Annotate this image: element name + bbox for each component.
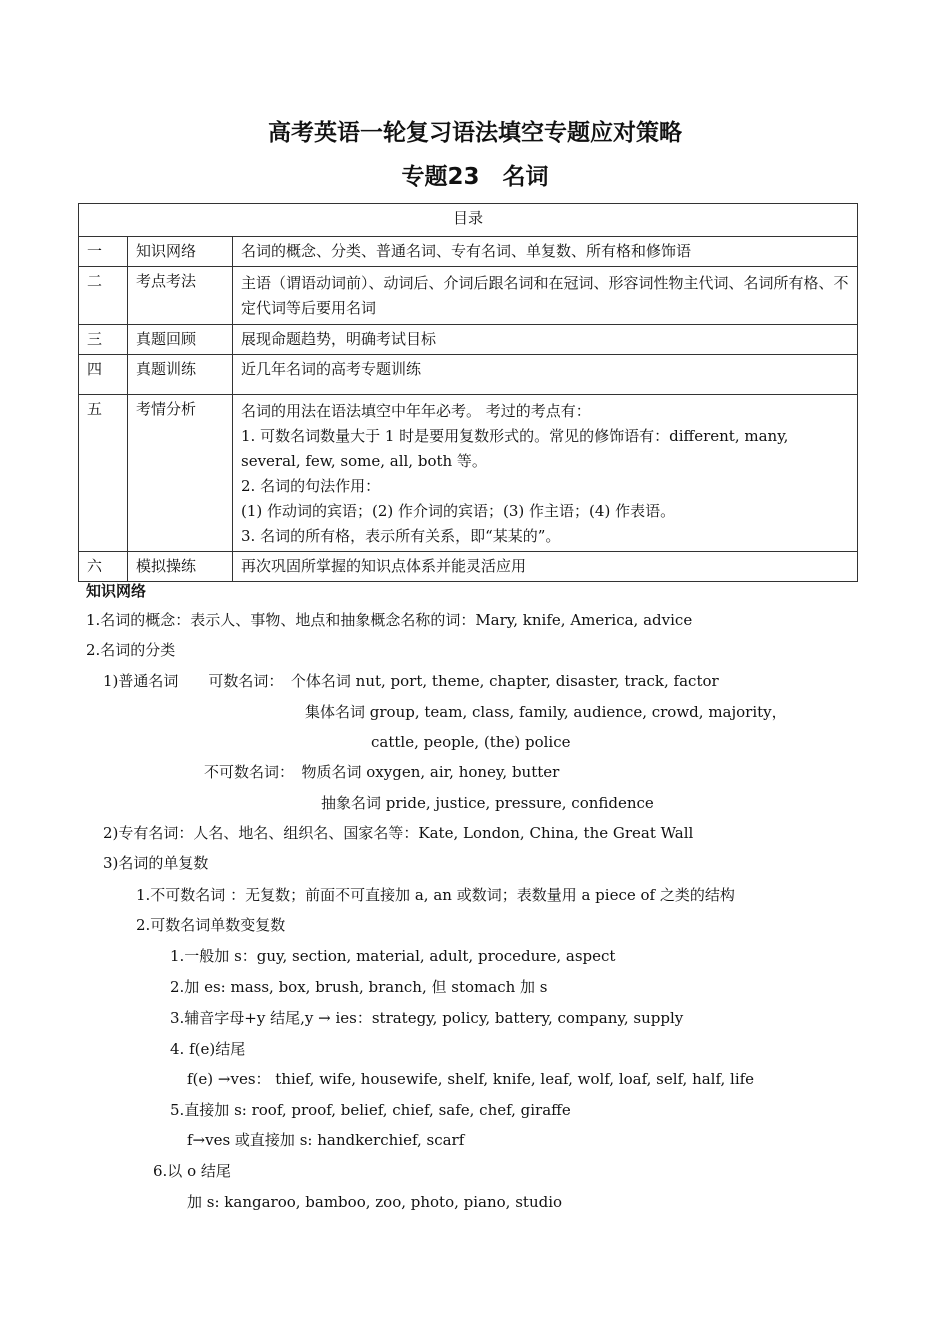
toc-row-name: 考情分析 bbox=[128, 395, 233, 552]
toc-row-number: 二 bbox=[79, 267, 128, 325]
toc-row bbox=[79, 237, 858, 267]
body-line: 2.可数名词单数变复数 bbox=[136, 916, 286, 934]
toc-row-number: 六 bbox=[79, 552, 128, 582]
toc-row-number: 四 bbox=[79, 355, 128, 395]
toc-row-name: 知识网络 bbox=[128, 237, 233, 267]
body-line: 加 s: kangaroo, bamboo, zoo, photo, piano, studio bbox=[187, 1193, 563, 1211]
toc-row-desc: 展现命题趋势，明确考试目标 bbox=[233, 325, 858, 355]
toc-row bbox=[79, 552, 858, 582]
toc-row bbox=[79, 355, 858, 395]
document-title: 高考英语一轮复习语法填空专题应对策略 bbox=[268, 120, 682, 146]
body-line: 3.辅音字母+y 结尾,y → ies：strategy, policy, battery, company, supply bbox=[170, 1009, 684, 1027]
toc-row-name: 真题训练 bbox=[128, 355, 233, 395]
toc-row bbox=[79, 267, 858, 325]
toc-row-name: 模拟操练 bbox=[128, 552, 233, 582]
toc-row-desc: 名词的用法在语法填空中年年必考。 考过的考点有： 1. 可数名词数量大于 1 时是要用复数形式的。常见的修饰语有：different, many, several, few, some, all, both 等。 2. 名词的句法作用： (1) 作动词的宾语；(2) 作介词的宾语；(3) 作主语；(4) 作表语。 3. 名词的所有格，表示所有关系，即“某某的”。 bbox=[233, 395, 858, 552]
toc-row-number: 一 bbox=[79, 237, 128, 267]
body-line: 5.直接加 s: roof, proof, belief, chief, safe, chef, giraffe bbox=[170, 1101, 571, 1119]
toc-row-desc: 主语（谓语动词前）、动词后、介词后跟名词和在冠词、形容词性物主代词、名词所有格、不定代词等后要用名词 bbox=[233, 267, 858, 325]
toc-row bbox=[79, 395, 858, 552]
body-line: 抽象名词 pride, justice, pressure, confidence bbox=[321, 794, 654, 812]
body-line: 3)名词的单复数 bbox=[103, 854, 209, 872]
body-line: 1)普通名词 可数名词： 个体名词 nut, port, theme, chapter, disaster, track, factor bbox=[103, 672, 719, 690]
toc-row-name: 真题回顾 bbox=[128, 325, 233, 355]
toc-row-desc: 再次巩固所掌握的知识点体系并能灵活应用 bbox=[233, 552, 858, 582]
body-line: 4. f(e)结尾 bbox=[170, 1040, 246, 1058]
body-line: cattle, people, (the) police bbox=[371, 733, 571, 751]
body-line: 1.名词的概念：表示人、事物、地点和抽象概念名称的词：Mary, knife, America, advice bbox=[86, 611, 693, 629]
toc-row-name: 考点考法 bbox=[128, 267, 233, 325]
toc-table bbox=[78, 203, 858, 582]
body-line: 2.名词的分类 bbox=[86, 641, 176, 659]
body-line: 不可数名词： 物质名词 oxygen, air, honey, butter bbox=[204, 763, 560, 781]
body-line: 2)专有名词：人名、地名、组织名、国家名等：Kate, London, China, the Great Wall bbox=[103, 824, 694, 842]
body-line: f→ves 或直接加 s: handkerchief, scarf bbox=[187, 1131, 465, 1149]
toc-row-number: 五 bbox=[79, 395, 128, 552]
toc-row-desc: 近几年名词的高考专题训练 bbox=[233, 355, 858, 395]
toc-row bbox=[79, 325, 858, 355]
body-line: 1.不可数名词 ：无复数；前面不可直接加 a, an 或数词；表数量用 a piece of 之类的结构 bbox=[136, 886, 735, 904]
body-line: 1.一般加 s：guy, section, material, adult, procedure, aspect bbox=[170, 947, 616, 965]
toc-row-number: 三 bbox=[79, 325, 128, 355]
section-title: 知识网络 bbox=[86, 582, 147, 600]
toc-row-desc: 名词的概念、分类、普通名词、专有名词、单复数、所有格和修饰语 bbox=[233, 237, 858, 267]
body-line: 6.以 o 结尾 bbox=[153, 1162, 231, 1180]
toc-heading: 目录 bbox=[79, 204, 858, 237]
body-line: 集体名词 group, team, class, family, audience, crowd, majority， bbox=[305, 703, 787, 721]
body-line: 2.加 es: mass, box, brush, branch, 但 stomach 加 s bbox=[170, 978, 548, 996]
body-line: f(e) →ves： thief, wife, housewife, shelf, knife, leaf, wolf, loaf, self, half, life bbox=[187, 1070, 755, 1088]
document-subtitle: 专题23 名词 bbox=[401, 164, 549, 190]
